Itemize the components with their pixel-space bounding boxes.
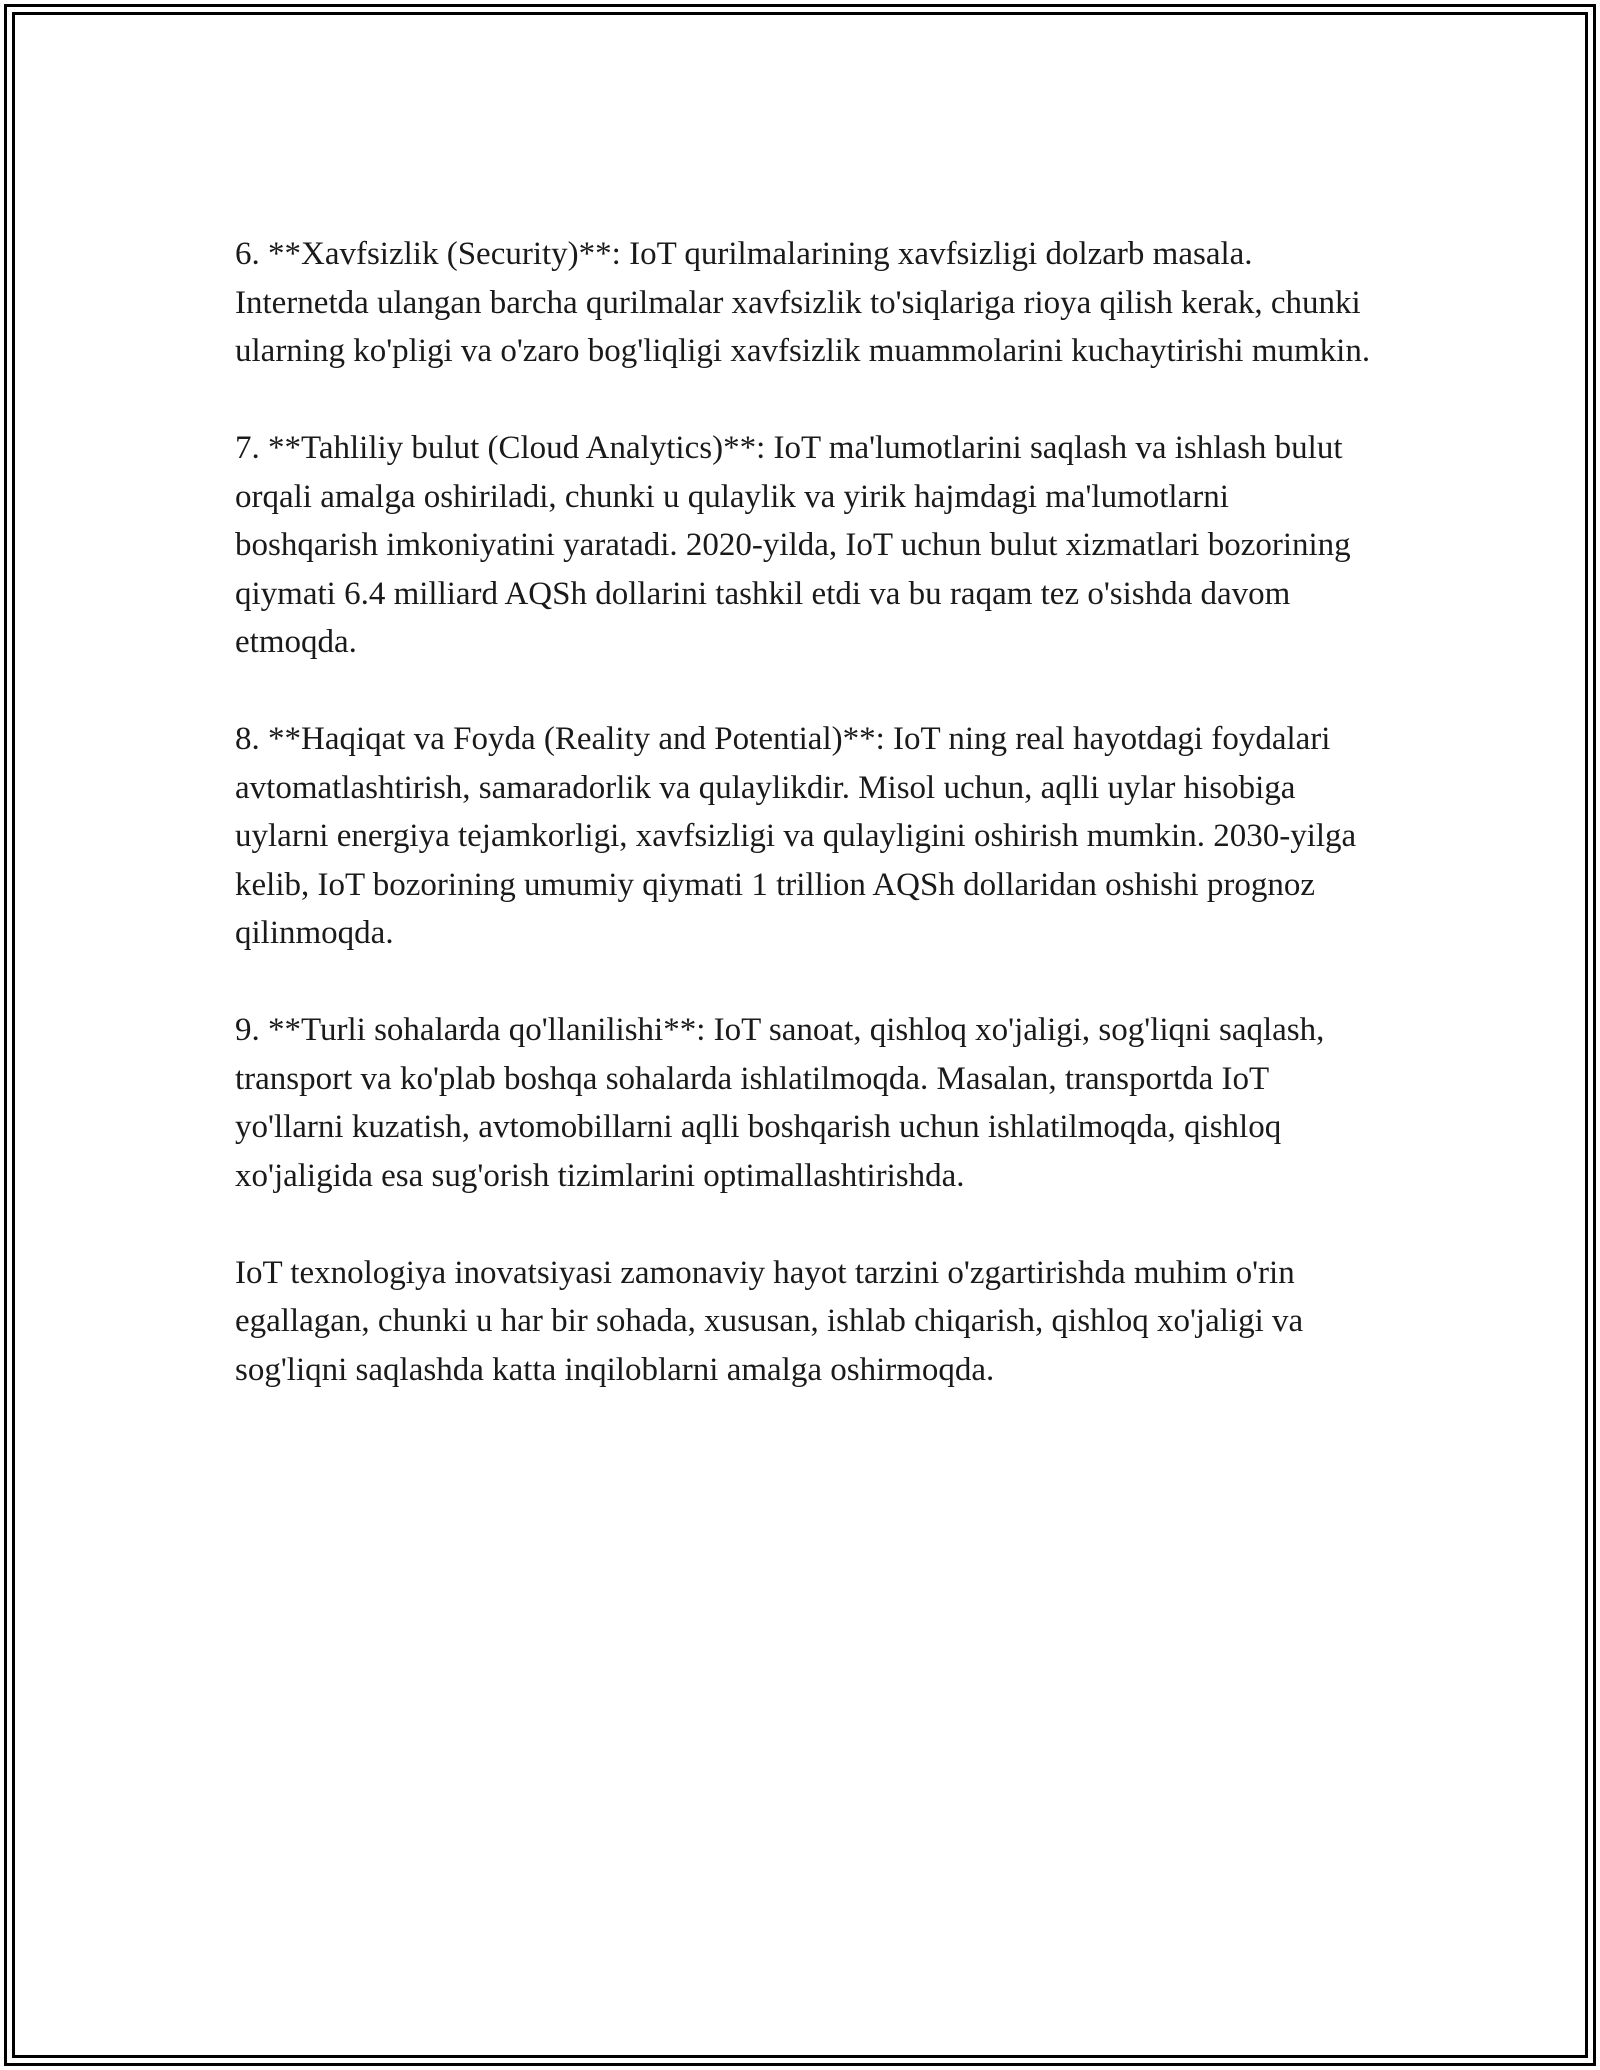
paragraph-industry-applications: 9. **Turli sohalarda qo'llanilishi**: IoT sanoat, qishloq xo'jaligi, sog'liqni saqlash, transport va ko'plab boshqa sohalarda ishlatilmoqda. Masalan, transportda IoT yo'llarni kuzatish, avtomobillarni aqlli boshqarish uchun ishlatilmoqda, qishloq xo'jaligida esa sug'orish tizimlarini optimallashtirishda. bbox=[235, 1012, 1325, 1194]
paragraph-conclusion: IoT texnologiya inovatsiyasi zamonaviy hayot tarzini o'zgartirishda muhim o'rin egallagan, chunki u har bir sohada, xususan, ishlab chiqarish, qishloq xo'jaligi va sog'liqni saqlashda katta inqiloblarni amalga oshirmoqda. bbox=[235, 1254, 1304, 1388]
paragraph-security: 6. **Xavfsizlik (Security)**: IoT qurilmalarining xavfsizligi dolzarb masala. Internetda ulangan barcha qurilmalar xavfsizlik to'siqlariga rioya qilish kerak, chunki ularning ko'pligi va o'zaro bog'liqligi xavfsizlik muammolarini kuchaytirishi mumkin. bbox=[235, 236, 1371, 369]
document-body bbox=[235, 230, 1380, 1443]
paragraph-reality-potential: 8. **Haqiqat va Foyda (Reality and Potential)**: IoT ning real hayotdagi foydalari avtomatlashtirish, samaradorlik va qulaylikdir. Misol uchun, aqlli uylar hisobiga uylarni energiya tejamkorligi, xavfsizligi va qulayligini oshirish mumkin. 2030-yilga kelib, IoT bozorining umumiy qiymati 1 trillion AQSh dollaridan oshishi prognoz qilinmoqda. bbox=[235, 721, 1357, 951]
paragraph-cloud-analytics: 7. **Tahliliy bulut (Cloud Analytics)**: IoT ma'lumotlarini saqlash va ishlash bulut orqali amalga oshiriladi, chunki u qulaylik va yirik hajmdagi ma'lumotlarni boshqarish imkoniyatini yaratadi. 2020-yilda, IoT uchun bulut xizmatlari bozorining qiymati 6.4 milliard AQSh dollarini tashkil etdi va bu raqam tez o'sishda davom etmoqda. bbox=[235, 430, 1351, 660]
